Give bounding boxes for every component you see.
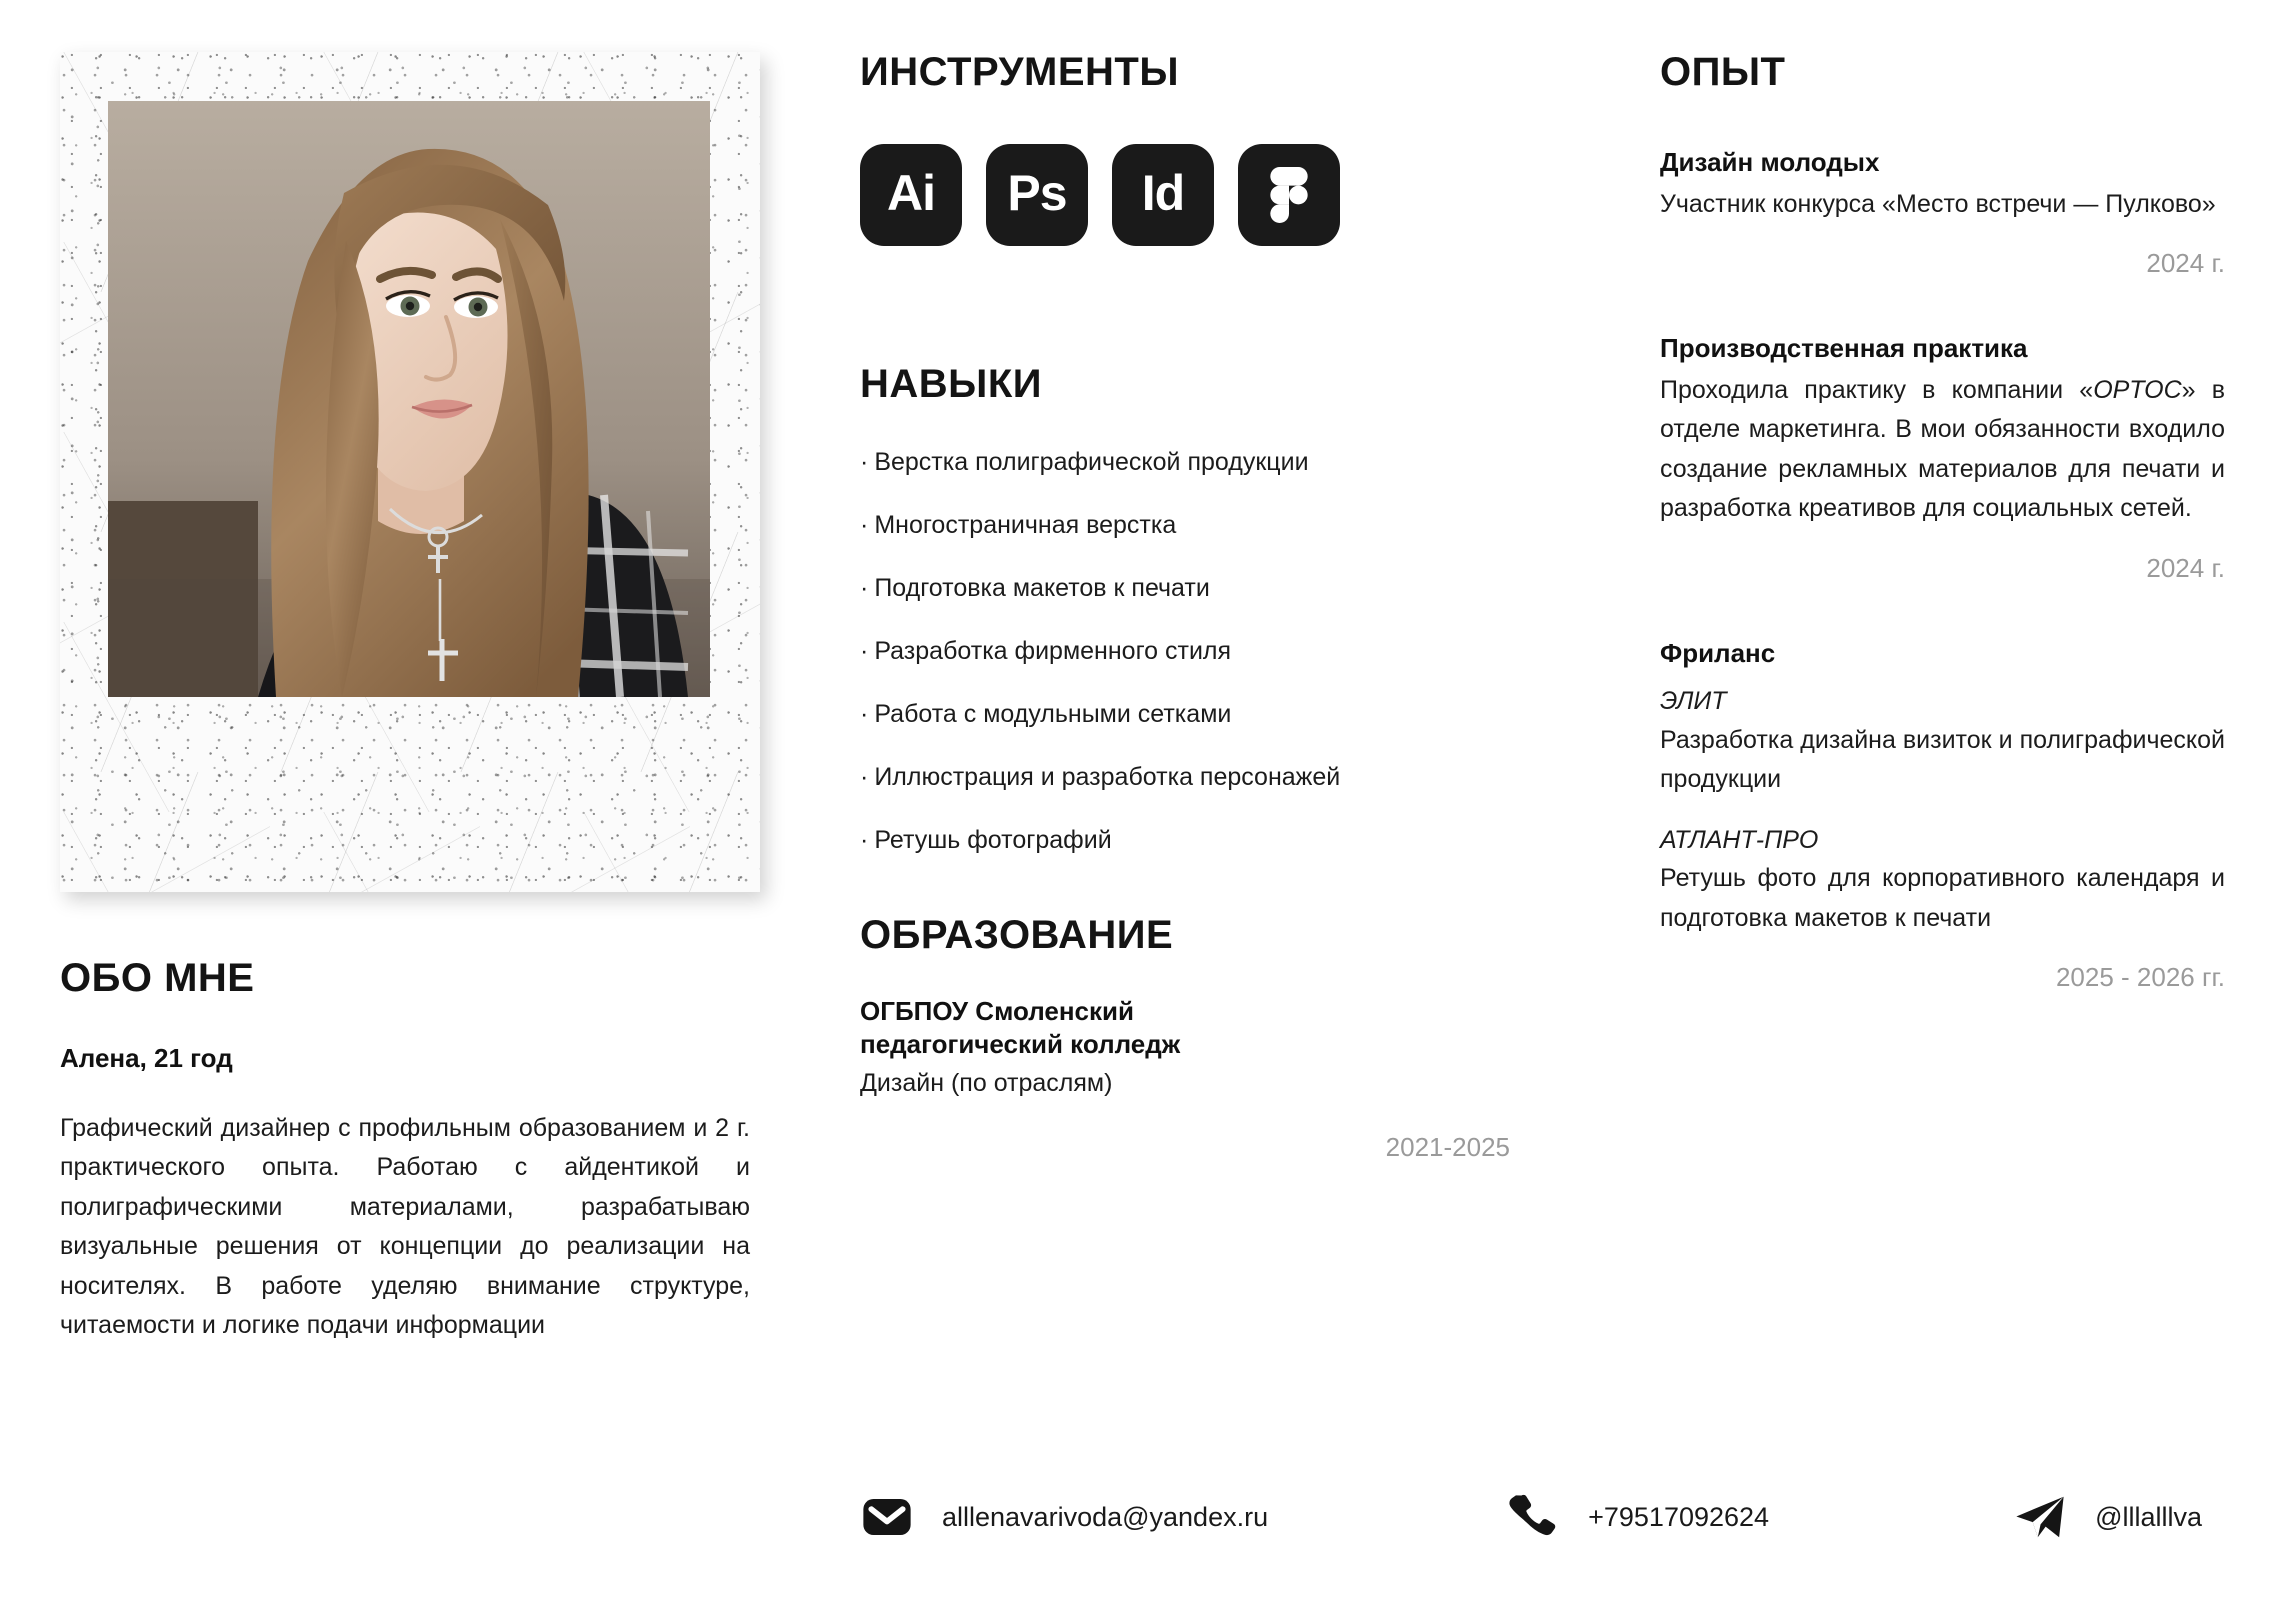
contact-email[interactable] <box>860 1490 1268 1544</box>
experience-item <box>1660 637 2225 991</box>
bullet-icon: · <box>860 574 869 602</box>
experience-item <box>1660 332 2225 581</box>
adobe-illustrator-icon <box>860 144 962 246</box>
about-section <box>60 958 780 1346</box>
experience-item <box>1660 146 2225 276</box>
skill-label: Разработка фирменного стиля <box>874 637 1232 665</box>
phone-value: +79517092624 <box>1588 1501 1770 1532</box>
experience-org-name: OPTOC <box>2093 375 2182 404</box>
experience-sub-description: Ретушь фото для корпоративного календаря и подготовка макетов к печати <box>1660 864 2225 932</box>
bullet-icon: · <box>860 700 869 728</box>
bullet-icon: · <box>860 637 869 665</box>
skill-item <box>860 765 1550 790</box>
portrait-photo <box>108 101 710 697</box>
about-name-age: Алена, 21 год <box>60 1043 233 1073</box>
telegram-value: @lllalllva <box>2095 1501 2202 1532</box>
education-institution-line1: ОГБПОУ Смоленский <box>860 996 1134 1026</box>
photo-frame <box>60 52 760 892</box>
experience-sub-description: Разработка дизайна визиток и полиграфической продукции <box>1660 725 2225 793</box>
skill-label: Многостраничная верстка <box>874 511 1177 539</box>
experience-title: Фриланс <box>1660 637 1776 668</box>
education-program: Дизайн (по отраслям) <box>860 1069 1113 1097</box>
tools-heading: ИНСТРУМЕНТЫ <box>860 50 1179 94</box>
adobe-photoshop-label: Ps <box>1007 165 1067 221</box>
skill-label: Работа с модульными сетками <box>874 700 1232 728</box>
skill-item <box>860 828 1550 853</box>
skill-label: Верстка полиграфической продукции <box>874 448 1309 476</box>
right-column <box>1660 52 2225 990</box>
contact-telegram[interactable] <box>2013 1490 2202 1544</box>
experience-title: Производственная практика <box>1660 333 2028 363</box>
bullet-icon: · <box>860 826 869 854</box>
experience-description <box>1660 371 2225 529</box>
skill-label: Ретушь фотографий <box>874 826 1112 854</box>
education-institution-line2: педагогический колледж <box>860 1028 1181 1059</box>
skill-item <box>860 513 1550 538</box>
skill-item <box>860 576 1550 601</box>
bullet-icon: · <box>860 511 869 539</box>
skill-label: Иллюстрация и разработка персонажей <box>874 763 1341 791</box>
experience-description-part1: Проходила практику в компании « <box>1660 375 2094 404</box>
about-description: Графический дизайнер с профильным образованием и 2 г. практического опыта. Работаю с айдентикой и полиграфическими материалами, разрабатываю визуальные решения от концепции до реализации на носителях. В работе уделяю внимание структуре, читаемости и логике подачи информации <box>60 1113 750 1339</box>
experience-sub-org: АТЛАНТ-ПРО <box>1660 825 1819 854</box>
contact-bar <box>860 1490 2240 1544</box>
education-date: 2021-2025 <box>1385 1131 1510 1162</box>
telegram-icon <box>2013 1490 2067 1544</box>
adobe-illustrator-label: Ai <box>887 165 935 221</box>
skill-item <box>860 639 1550 664</box>
skills-heading: НАВЫКИ <box>860 362 1042 406</box>
experience-date: 2024 г. <box>2146 248 2225 278</box>
adobe-indesign-icon <box>1112 144 1214 246</box>
experience-description-part2: » в отделе маркетинга. В мои обязанности входило создание рекламных материалов для печати и разработка креативов для социальных сетей. <box>1660 375 2225 522</box>
education-heading: ОБРАЗОВАНИЕ <box>860 913 1174 957</box>
figma-icon <box>1238 144 1340 246</box>
left-column <box>60 52 780 1346</box>
bullet-icon: · <box>860 763 869 791</box>
experience-sub-org: ЭЛИТ <box>1660 687 1727 715</box>
experience-date: 2025 - 2026 гг. <box>2055 962 2225 992</box>
adobe-photoshop-icon <box>986 144 1088 246</box>
experience-heading: ОПЫТ <box>1660 50 1786 94</box>
phone-icon <box>1506 1490 1560 1544</box>
contact-phone[interactable] <box>1506 1490 1769 1544</box>
experience-date: 2024 г. <box>2146 552 2225 583</box>
skills-list <box>860 450 1550 853</box>
experience-description: Участник конкурса «Место встречи — Пулково» <box>1660 189 2216 218</box>
about-heading: ОБО МНЕ <box>60 956 255 1000</box>
skill-item <box>860 702 1550 727</box>
skill-label: Подготовка макетов к печати <box>874 574 1210 602</box>
adobe-indesign-label: Id <box>1141 165 1185 221</box>
experience-title: Дизайн молодых <box>1660 147 1880 177</box>
email-value: alllenavarivoda@yandex.ru <box>942 1501 1269 1532</box>
bullet-icon: · <box>860 448 869 476</box>
skill-item <box>860 450 1550 475</box>
tools-icon-row <box>860 144 1550 246</box>
middle-column <box>860 52 1550 1160</box>
email-icon <box>860 1490 914 1544</box>
